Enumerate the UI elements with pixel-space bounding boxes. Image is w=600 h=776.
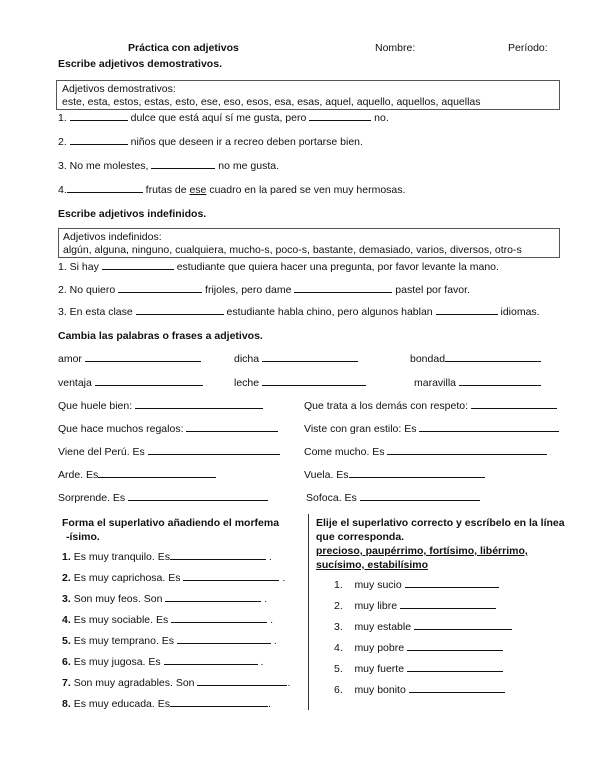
answer-line[interactable] (171, 621, 267, 623)
section5-heading-cont: que corresponda. (316, 531, 405, 543)
answer-line[interactable] (148, 453, 280, 455)
name-label: Nombre: (375, 42, 416, 54)
section2-heading: Escribe adjetivos indefinidos. (58, 208, 207, 220)
answer-line[interactable] (165, 600, 261, 602)
period-label: Período: (508, 42, 548, 54)
indef-item-3: 3. En esta clase estudiante habla chino, pero algunos hablan idiomas. (58, 306, 540, 318)
demo-item-4: 4. frutas de ese cuadro en la pared se ven muy hermosas. (58, 184, 406, 196)
answer-line[interactable] (95, 384, 203, 386)
word-item: bondad (410, 353, 541, 365)
phrase-item: Viene del Perú. Es (58, 446, 280, 458)
phrase-item: Viste con gran estilo: Es (304, 423, 559, 435)
superlative-item: 2. Es muy caprichosa. Es . (62, 572, 286, 584)
section4-heading: Forma el superlativo añadiendo el morfema (62, 517, 280, 529)
choose-item: 1. muy sucio (334, 579, 499, 591)
answer-line[interactable] (135, 407, 263, 409)
demonstrative-box-label: Adjetivos demostrativos: (62, 83, 176, 95)
answer-line[interactable] (349, 476, 485, 478)
word-item: maravilla (414, 377, 541, 389)
indefinite-box (58, 228, 560, 258)
column-divider (308, 514, 309, 710)
answer-line[interactable] (414, 628, 512, 630)
demonstrative-box-words: este, esta, estos, estas, esto, ese, eso, esos, esa, esas, aquel, aquello, aquellos, aquellas (62, 96, 481, 108)
superlative-options: precioso, paupérrimo, fortísimo, libérrimo, (316, 545, 528, 557)
answer-line[interactable] (405, 586, 499, 588)
word-item: ventaja (58, 377, 203, 389)
demo-item-3: 3. No me molestes, no me gusta. (58, 160, 279, 172)
choose-item: 2. muy libre (334, 600, 496, 612)
answer-line[interactable] (262, 360, 358, 362)
phrase-item: Sorprende. Es (58, 492, 268, 504)
phrase-item: Arde. Es (58, 469, 216, 481)
answer-line[interactable] (360, 499, 480, 501)
worksheet-title: Práctica con adjetivos (128, 42, 239, 54)
answer-line[interactable] (186, 430, 278, 432)
section1-heading: Escribe adjetivos demostrativos. (58, 58, 222, 70)
answer-line[interactable] (436, 313, 498, 315)
answer-line[interactable] (118, 291, 202, 293)
superlative-item: 4. Es muy sociable. Es . (62, 614, 273, 626)
answer-line[interactable] (309, 119, 371, 121)
answer-line[interactable] (183, 579, 279, 581)
choose-item: 4. muy pobre (334, 642, 503, 654)
answer-line[interactable] (164, 663, 258, 665)
choose-item: 3. muy estable (334, 621, 512, 633)
answer-line[interactable] (197, 684, 287, 686)
indef-item-2: 2. No quiero frijoles, pero dame pastel por favor. (58, 284, 470, 296)
demo-item-2: 2. niños que deseen ir a recreo deben portarse bien. (58, 136, 363, 148)
answer-line[interactable] (70, 119, 128, 121)
answer-line[interactable] (459, 384, 541, 386)
answer-line[interactable] (151, 167, 215, 169)
answer-line[interactable] (128, 499, 268, 501)
choose-item: 6. muy bonito (334, 684, 505, 696)
answer-line[interactable] (136, 313, 224, 315)
word-item: amor (58, 353, 201, 365)
answer-line[interactable] (67, 191, 143, 193)
answer-line[interactable] (70, 143, 128, 145)
indefinite-box-label: Adjetivos indefinidos: (63, 231, 162, 243)
phrase-item: Come mucho. Es (304, 446, 547, 458)
answer-line[interactable] (409, 691, 505, 693)
answer-line[interactable] (407, 670, 503, 672)
choose-item: 5. muy fuerte (334, 663, 503, 675)
answer-line[interactable] (471, 407, 557, 409)
answer-line[interactable] (445, 360, 541, 362)
answer-line[interactable] (177, 642, 271, 644)
phrase-item: Que huele bien: (58, 400, 263, 412)
superlative-item: 8. Es muy educada. Es . (62, 698, 271, 710)
answer-line[interactable] (419, 430, 559, 432)
answer-line[interactable] (262, 384, 366, 386)
superlative-item: 6. Es muy jugosa. Es . (62, 656, 264, 668)
answer-line[interactable] (170, 558, 266, 560)
word-item: leche (234, 377, 366, 389)
superlative-item: 3. Son muy feos. Son . (62, 593, 268, 605)
phrase-item: Que hace muchos regalos: (58, 423, 278, 435)
answer-line[interactable] (294, 291, 392, 293)
answer-line[interactable] (170, 705, 268, 707)
demo-item-1: 1. dulce que está aquí sí me gusta, pero no. (58, 112, 389, 124)
answer-line[interactable] (98, 476, 216, 478)
answer-line[interactable] (387, 453, 547, 455)
answer-line[interactable] (400, 607, 496, 609)
answer-line[interactable] (407, 649, 503, 651)
answer-line[interactable] (85, 360, 201, 362)
answer-line[interactable] (102, 268, 174, 270)
superlative-item: 5. Es muy temprano. Es . (62, 635, 277, 647)
phrase-item: Sofoca. Es (306, 492, 480, 504)
section4-heading-cont: -ísimo. (66, 531, 100, 543)
superlative-options-cont: sucísimo, estabilísimo (316, 559, 429, 571)
section5-heading: Elije el superlativo correcto y escríbelo en la línea (316, 517, 565, 529)
superlative-item: 1. Es muy tranquilo. Es . (62, 551, 272, 563)
word-item: dicha (234, 353, 358, 365)
indef-item-1: 1. Si hay estudiante que quiera hacer una pregunta, por favor levante la mano. (58, 261, 499, 273)
demonstrative-box (56, 80, 560, 110)
indefinite-box-words: algún, alguna, ninguno, cualquiera, mucho-s, poco-s, bastante, demasiado, varios, diversos, otro-s (63, 244, 522, 256)
superlative-item: 7. Son muy agradables. Son . (62, 677, 291, 689)
section3-heading: Cambia las palabras o frases a adjetivos. (58, 330, 263, 342)
phrase-item: Vuela. Es (304, 469, 485, 481)
phrase-item: Que trata a los demás con respeto: (304, 400, 557, 412)
